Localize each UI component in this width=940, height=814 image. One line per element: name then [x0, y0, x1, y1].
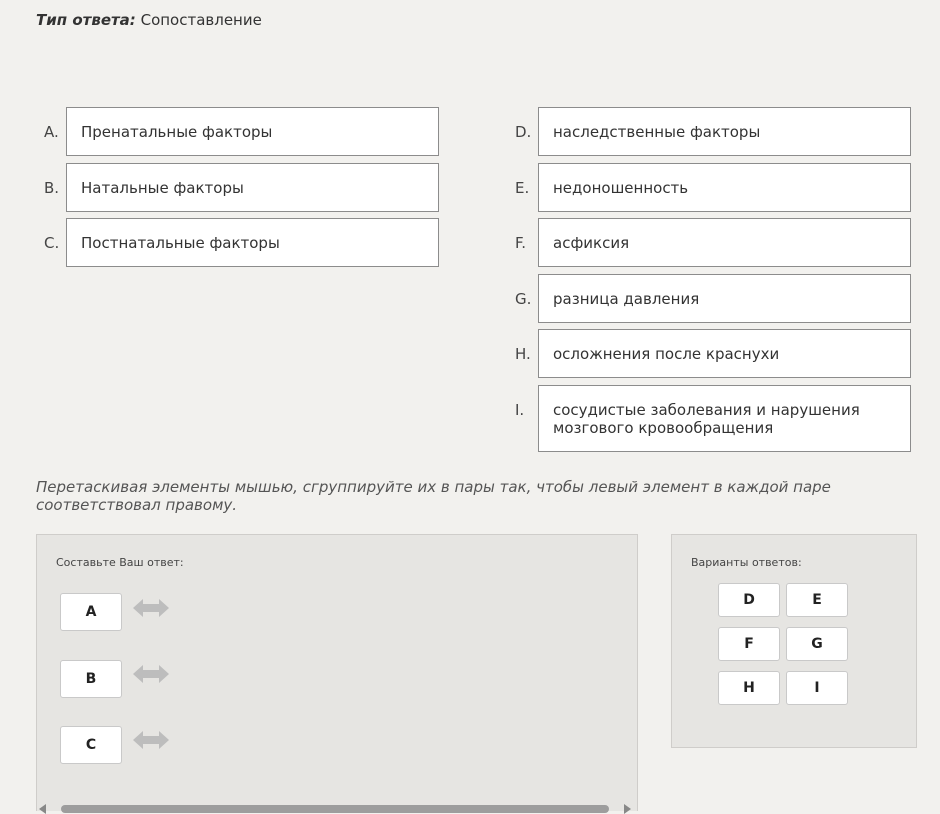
item-letter: F. — [515, 234, 526, 252]
item-text-box: Постнатальные факторы — [66, 218, 439, 267]
scroll-right-icon[interactable] — [624, 804, 631, 814]
question-type — [36, 11, 262, 29]
question-type-value: Сопоставление — [140, 11, 262, 29]
item-letter: I. — [515, 401, 525, 419]
option-token-f[interactable]: F — [718, 627, 780, 661]
item-text-box: Натальные факторы — [66, 163, 439, 212]
options-panel-title: Варианты ответов: — [691, 556, 802, 569]
instruction-text: Перетаскивая элементы мышью, сгруппируйте их в пары так, чтобы левый элемент в каждой паре соответствовал правому. — [36, 478, 831, 514]
item-letter: H. — [515, 345, 531, 363]
option-token-d[interactable]: D — [718, 583, 780, 617]
item-letter: A. — [44, 123, 59, 141]
item-text-box: осложнения после краснухи — [538, 329, 911, 378]
item-letter: B. — [44, 179, 60, 197]
item-text-box: наследственные факторы — [538, 107, 911, 156]
item-text-box: разница давления — [538, 274, 911, 323]
option-token-g[interactable]: G — [786, 627, 848, 661]
item-letter: D. — [515, 123, 532, 141]
left-column — [44, 107, 444, 267]
answer-token-a[interactable]: A — [60, 593, 122, 631]
item-letter: E. — [515, 179, 530, 197]
horizontal-scrollbar[interactable] — [37, 801, 637, 811]
pair-arrow-icon — [131, 729, 171, 751]
question-type-label: Тип ответа: — [36, 11, 136, 29]
answer-panel[interactable] — [36, 534, 638, 811]
option-token-e[interactable]: E — [786, 583, 848, 617]
answer-token-c[interactable]: C — [60, 726, 122, 764]
item-text-box: сосудистые заболевания и нарушения мозгового кровообращения — [538, 385, 911, 452]
right-column — [515, 107, 915, 452]
pair-arrow-icon — [131, 663, 171, 685]
item-letter: G. — [515, 290, 532, 308]
answer-panel-title: Составьте Ваш ответ: — [56, 556, 184, 569]
option-token-h[interactable]: H — [718, 671, 780, 705]
options-panel[interactable] — [671, 534, 917, 748]
pair-arrow-icon — [131, 597, 171, 619]
scrollbar-thumb[interactable] — [61, 805, 609, 813]
item-letter: C. — [44, 234, 60, 252]
answer-token-b[interactable]: B — [60, 660, 122, 698]
item-text-box: асфиксия — [538, 218, 911, 267]
item-text-box: Пренатальные факторы — [66, 107, 439, 156]
scroll-left-icon[interactable] — [39, 804, 46, 814]
item-text-box: недоношенность — [538, 163, 911, 212]
option-token-i[interactable]: I — [786, 671, 848, 705]
